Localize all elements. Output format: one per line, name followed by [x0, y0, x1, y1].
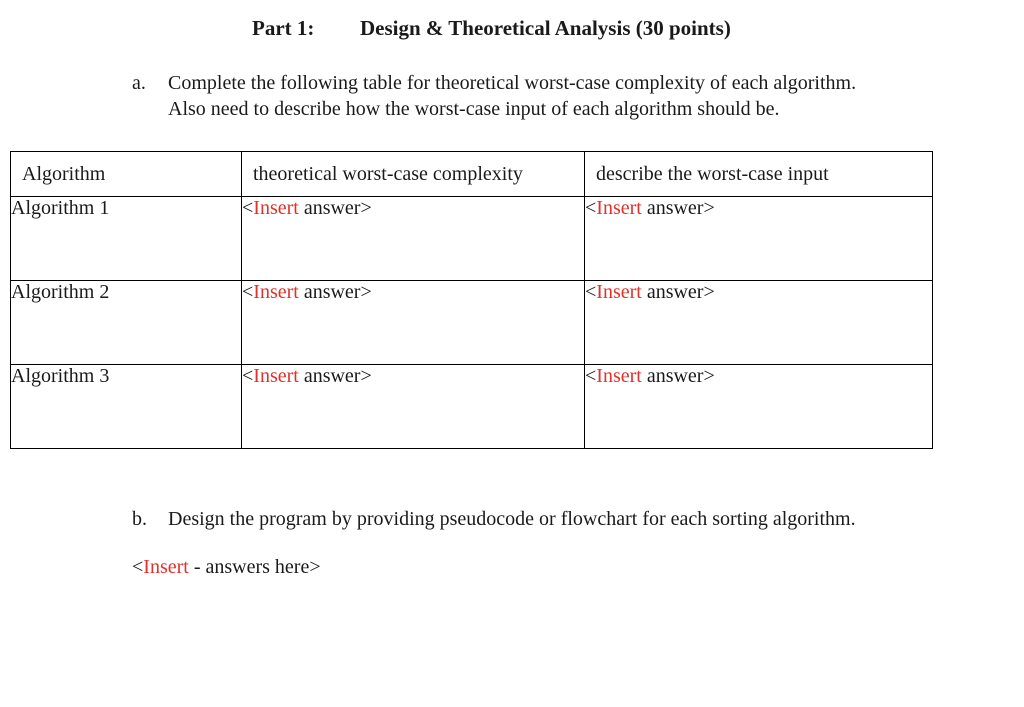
placeholder-open: < — [585, 365, 597, 387]
placeholder-rest: answer> — [641, 197, 715, 219]
question-b-marker: b. — [132, 508, 147, 530]
complexity-table — [10, 151, 933, 449]
placeholder-rest: answer> — [641, 281, 715, 303]
question-a-marker: a. — [132, 72, 146, 94]
question-a-line-2: Also need to describe how the worst-case input of each algorithm should be. — [168, 98, 780, 120]
placeholder-rest: answer> — [298, 365, 372, 387]
placeholder-rest: - answers here> — [188, 556, 321, 578]
header-worst-case-input: describe the worst-case input — [585, 152, 933, 197]
question-a-text — [168, 70, 856, 122]
question-b-answer-placeholder[interactable] — [132, 556, 321, 579]
input-answer-placeholder[interactable] — [585, 197, 933, 281]
placeholder-rest: answer> — [298, 281, 372, 303]
insert-label: Insert — [596, 281, 642, 303]
table-header-row — [11, 152, 933, 197]
question-b-text: Design the program by providing pseudocode or flowchart for each sorting algorithm. — [168, 508, 856, 530]
insert-label: Insert — [143, 556, 189, 578]
placeholder-open: < — [585, 197, 597, 219]
table-row — [11, 197, 933, 281]
table-row — [11, 281, 933, 365]
table-row — [11, 365, 933, 449]
header-algorithm: Algorithm — [11, 152, 242, 197]
complexity-answer-placeholder[interactable] — [242, 281, 585, 365]
part-title: Design & Theoretical Analysis (30 points) — [360, 16, 731, 40]
insert-label: Insert — [253, 365, 299, 387]
complexity-answer-placeholder[interactable] — [242, 197, 585, 281]
algorithm-name: Algorithm 3 — [11, 365, 242, 449]
header-complexity: theoretical worst-case complexity — [242, 152, 585, 197]
placeholder-rest: answer> — [298, 197, 372, 219]
question-a-line-1: Complete the following table for theoretical worst-case complexity of each algorithm. — [168, 72, 857, 94]
placeholder-open: < — [132, 556, 144, 578]
insert-label: Insert — [596, 197, 642, 219]
insert-label: Insert — [596, 365, 642, 387]
question-a — [132, 70, 992, 124]
input-answer-placeholder[interactable] — [585, 365, 933, 449]
placeholder-open: < — [585, 281, 597, 303]
placeholder-rest: answer> — [641, 365, 715, 387]
insert-label: Insert — [253, 281, 299, 303]
placeholder-open: < — [242, 281, 254, 303]
insert-label: Insert — [253, 197, 299, 219]
placeholder-open: < — [242, 197, 254, 219]
complexity-answer-placeholder[interactable] — [242, 365, 585, 449]
part-number: Part 1: — [252, 16, 315, 40]
placeholder-open: < — [242, 365, 254, 387]
part-heading — [0, 16, 1024, 46]
algorithm-name: Algorithm 1 — [11, 197, 242, 281]
input-answer-placeholder[interactable] — [585, 281, 933, 365]
question-b — [132, 506, 992, 534]
algorithm-name: Algorithm 2 — [11, 281, 242, 365]
